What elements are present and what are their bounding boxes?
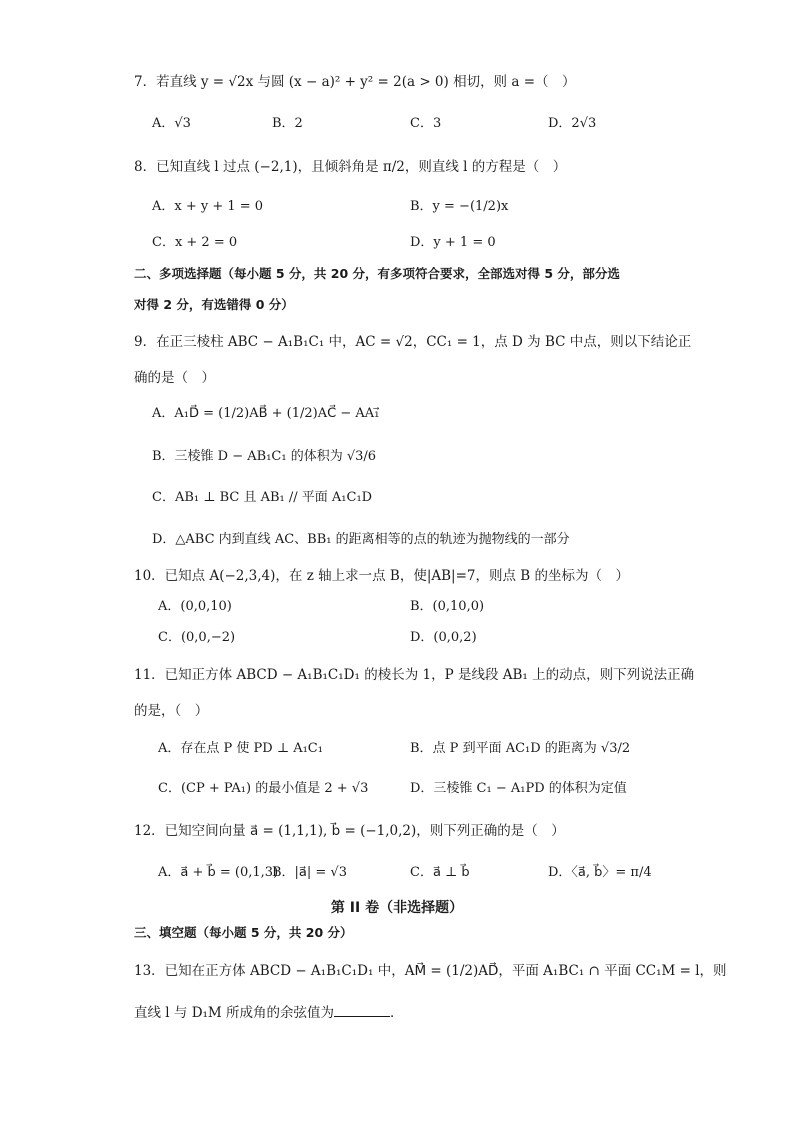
q13-stem-line2 — [134, 1004, 404, 1022]
q11-option-b: B．点 P 到平面 AC₁D 的距离为 √3/2 — [410, 741, 631, 756]
q12-option-c: C．a⃗ ⊥ b⃗ — [410, 865, 470, 880]
q9-option-b: B．三棱锥 D − AB₁C₁ 的体积为 √3/6 — [152, 449, 377, 464]
q7-option-b: B．2 — [272, 116, 303, 131]
q10-option-c: C．(0,0,−2) — [158, 630, 236, 645]
q11-option-d: D．三棱锥 C₁ − A₁PD 的体积为定值 — [410, 781, 627, 796]
q9-option-a: A．A₁D⃗ = (1/2)AB⃗ + (1/2)AC⃗ − AA₁⃗ — [152, 406, 380, 421]
q12-option-a: A．a⃗ + b⃗ = (0,1,3) — [158, 865, 279, 880]
q12-option-b: B．|a⃗| = √3 — [272, 865, 347, 880]
q7-option-d: D．2√3 — [548, 116, 597, 131]
answer-blank — [334, 1004, 390, 1017]
section3-heading: 三、填空题（每小题 5 分，共 20 分） — [134, 925, 353, 940]
section2-heading-line2: 对得 2 分，有选错得 0 分） — [134, 297, 294, 312]
q11-stem-line1: 11．已知正方体 ABCD − A₁B₁C₁D₁ 的棱长为 1，P 是线段 AB₁ 上的动点，则下列说法正确 — [134, 667, 695, 683]
q9-stem-line1: 9．在正三棱柱 ABC − A₁B₁C₁ 中，AC = √2，CC₁ = 1，点 D 为 BC 中点，则以下结论正 — [134, 334, 692, 350]
q11-option-a: A．存在点 P 使 PD ⊥ A₁C₁ — [158, 741, 323, 756]
q7-option-c: C．3 — [410, 116, 442, 131]
q13-stem-line1: 13．已知在正方体 ABCD − A₁B₁C₁D₁ 中，AM⃗ = (1/2)AD⃗，平面 A₁BC₁ ∩ 平面 CC₁M = l，则 — [134, 963, 727, 979]
q12-stem: 12．已知空间向量 a⃗ = (1,1,1), b⃗ = (−1,0,2)，则下列正确的是（ ） — [134, 823, 565, 839]
q10-option-d: D．(0,0,2) — [410, 630, 477, 645]
q7-option-a: A．√3 — [152, 116, 191, 131]
q13-stem-text: 直线 l 与 D₁M 所成角的余弦值为 — [134, 1005, 335, 1021]
part-2-title: 第 II 卷（非选择题） — [330, 900, 464, 916]
q10-stem: 10．已知点 A(−2,3,4)，在 z 轴上求一点 B，使|AB|=7，则点 B 的坐标为（ ） — [134, 568, 629, 584]
q9-stem-line2: 确的是（ ） — [134, 370, 215, 386]
q8-stem: 8．已知直线 l 过点 (−2,1)，且倾斜角是 π/2，则直线 l 的方程是（ ） — [134, 159, 567, 175]
q10-option-b: B．(0,10,0) — [410, 599, 485, 614]
q8-option-b: B．y = −(1/2)x — [410, 199, 509, 214]
q11-stem-line2: 的是，（ ） — [134, 703, 209, 719]
q8-option-c: C．x + 2 = 0 — [152, 235, 238, 250]
q13-stem-end: ． — [390, 1005, 404, 1021]
q7-stem: 7．若直线 y = √2x 与圆 (x − a)² + y² = 2(a > 0) 相切，则 a =（ ） — [134, 74, 576, 90]
q9-option-c: C．AB₁ ⊥ BC 且 AB₁ // 平面 A₁C₁D — [152, 490, 373, 505]
q11-option-c: C．(CP + PA₁) 的最小值是 2 + √3 — [158, 781, 369, 796]
q10-option-a: A．(0,0,10) — [158, 599, 232, 614]
q12-option-d: D．〈a⃗, b⃗〉= π/4 — [548, 865, 652, 880]
q8-option-a: A．x + y + 1 = 0 — [152, 199, 264, 214]
section2-heading-line1: 二、多项选择题（每小题 5 分，共 20 分，有多项符合要求，全部选对得 5 分，部分选 — [134, 266, 620, 281]
q9-option-d: D．△ABC 内到直线 AC、BB₁ 的距离相等的点的轨迹为抛物线的一部分 — [152, 532, 570, 547]
q8-option-d: D．y + 1 = 0 — [410, 235, 496, 250]
